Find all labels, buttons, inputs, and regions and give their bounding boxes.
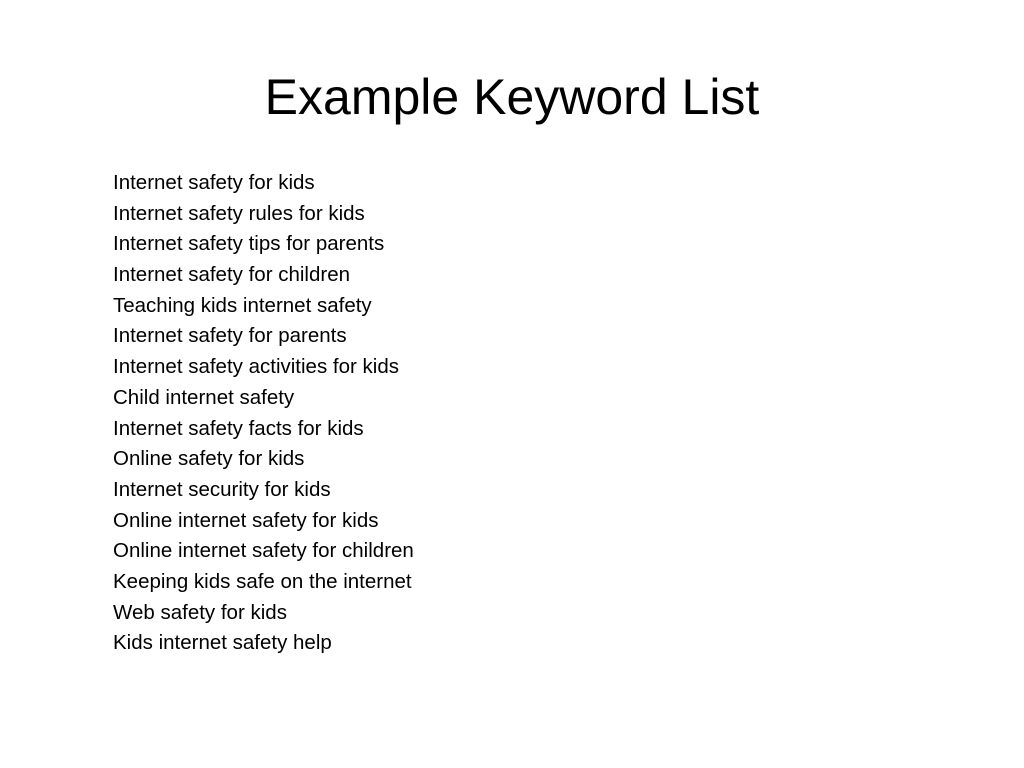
- keyword-list: [113, 168, 913, 659]
- keyword-item: Kids internet safety help: [113, 631, 332, 655]
- keyword-item: Internet safety facts for kids: [113, 416, 364, 440]
- keyword-item: Internet safety rules for kids: [113, 201, 365, 225]
- keyword-item: Internet safety tips for parents: [113, 232, 385, 256]
- keyword-item: Online internet safety for children: [113, 539, 414, 563]
- keyword-item: Internet safety for kids: [113, 171, 315, 194]
- keyword-item: Web safety for kids: [113, 600, 287, 624]
- keyword-item: Internet safety for parents: [113, 324, 347, 348]
- keyword-item: Online internet safety for kids: [113, 508, 379, 532]
- keyword-item: Internet safety for children: [113, 263, 351, 287]
- keyword-item: Keeping kids safe on the internet: [113, 569, 412, 593]
- keyword-item: Online safety for kids: [113, 447, 305, 471]
- keyword-item: Internet security for kids: [113, 477, 331, 501]
- keyword-item: Child internet safety: [113, 385, 295, 409]
- keyword-item: Teaching kids internet safety: [113, 293, 372, 317]
- slide-title: Example Keyword List: [264, 69, 760, 125]
- keyword-item: Internet safety activities for kids: [113, 355, 399, 379]
